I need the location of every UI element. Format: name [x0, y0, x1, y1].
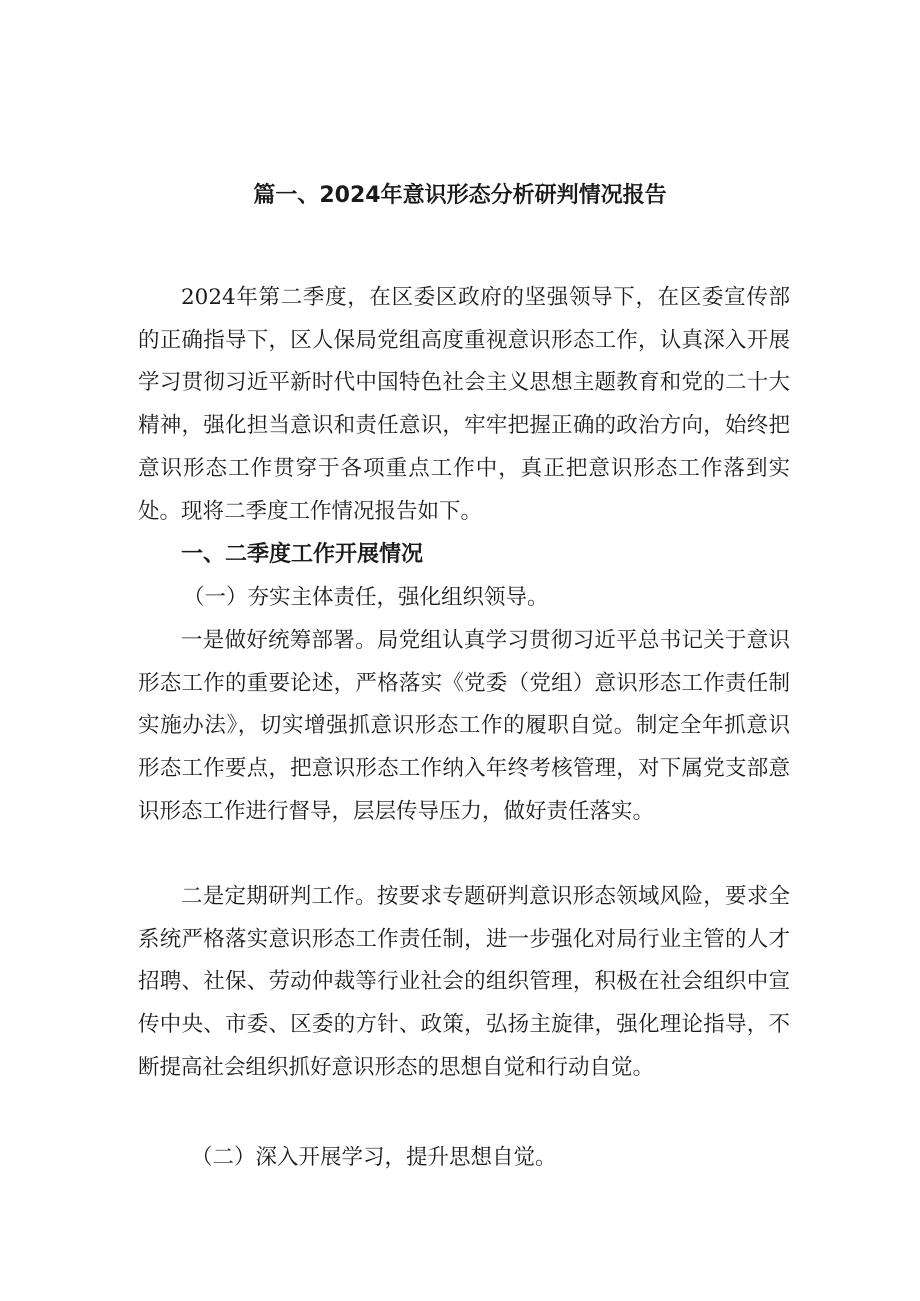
body-paragraph: 一是做好统筹部署。局党组认真学习贯彻习近平总书记关于意识形态工作的重要论述，严格落实《党委（党组）意识形态工作责任制实施办法》，切实增强抓意识形态工作的履职自觉。制定全年抓意识形态工作要点，把意识形态工作纳入年终考核管理，对下属党支部意识形态工作进行督导，层层传导压力，做好责任落实。	[138, 628, 790, 824]
subsection-heading: （一）夯实主体责任，强化组织领导。	[183, 585, 549, 610]
intro-paragraph: 2024年第二季度，在区委区政府的坚强领导下，在区委宣传部的正确指导下，区人保局党组高度重视意识形态工作，认真深入开展学习贯彻习近平新时代中国特色社会主义思想主题教育和党的二十大精神，强化担当意识和责任意识，牢牢把握正确的政治方向，始终把意识形态工作贯穿于各项重点工作中，真正把意识形态工作落到实处。现将二季度工作情况报告如下。	[138, 285, 790, 524]
document-title: 篇一、2024年意识形态分析研判情况报告	[253, 183, 667, 208]
subsection-heading: （二）深入开展学习，提升思想自觉。	[191, 1145, 557, 1170]
section-heading: 一、二季度工作开展情况	[181, 542, 424, 567]
body-paragraph: 二是定期研判工作。按要求专题研判意识形态领域风险，要求全系统严格落实意识形态工作责任制，进一步强化对局行业主管的人才招聘、社保、劳动仲裁等行业社会的组织管理，积极在社会组织中宣传中央、市委、区委的方针、政策，弘扬主旋律，强化理论指导，不断提高社会组织抓好意识形态的思想自觉和行动自觉。	[138, 884, 790, 1080]
